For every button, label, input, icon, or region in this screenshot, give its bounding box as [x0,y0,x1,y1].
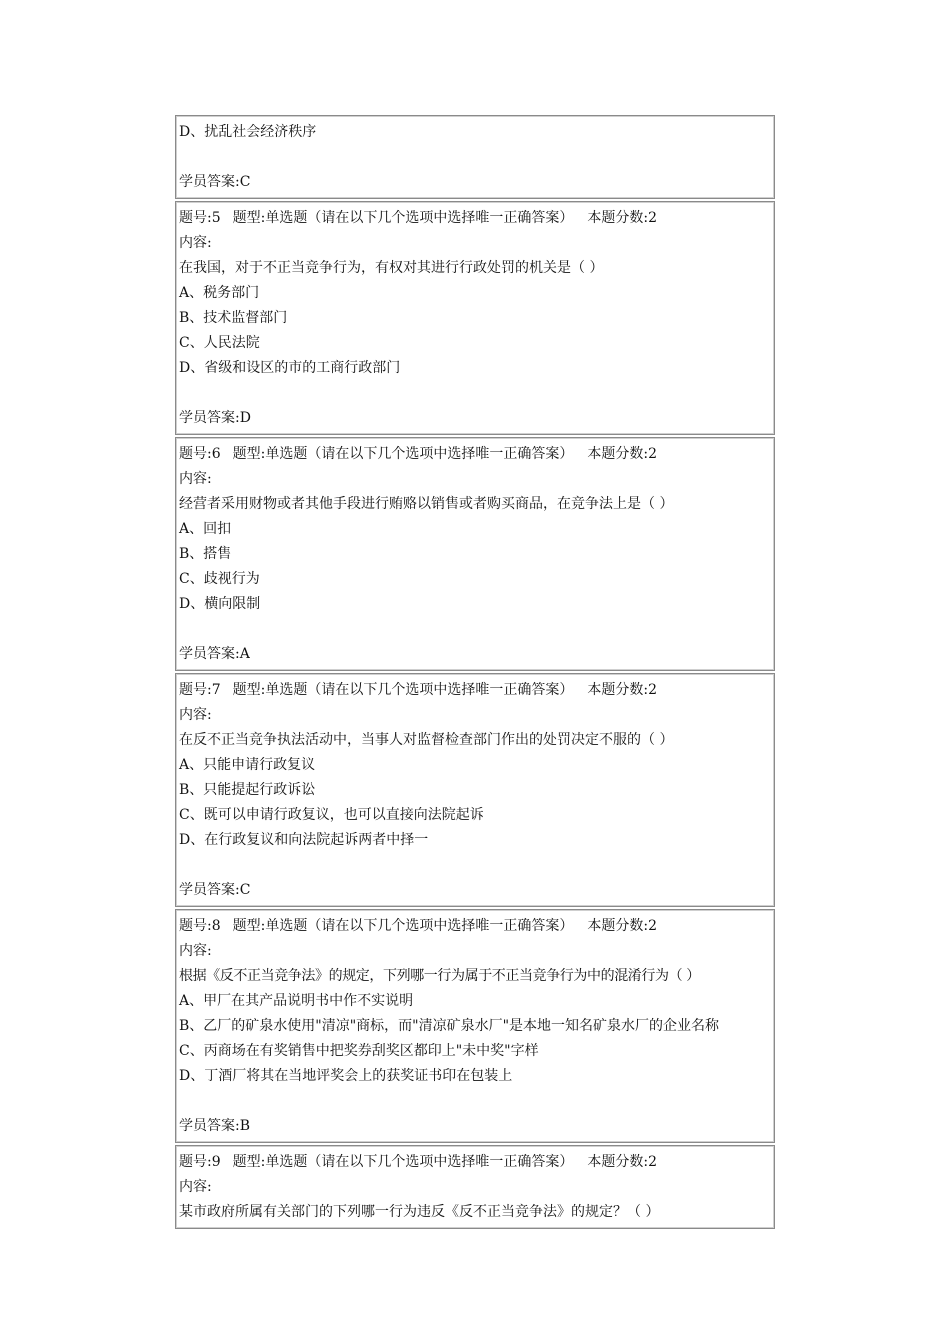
qno-value: 8 [211,918,221,934]
answer-line [179,642,770,667]
answer-value: C [239,174,251,190]
question-stem: 经营者采用财物或者其他手段进行贿赂以销售或者购买商品，在竞争法上是（ ） [179,496,674,512]
spacer [179,1089,770,1114]
question-stem: 某市政府所属有关部门的下列哪一行为违反《反不正当竞争法》的规定？（ ） [179,1204,660,1220]
qtype-value: 单选题（请在以下几个选项中选择唯一正确答案） [265,682,574,698]
question-block-6 [175,437,775,671]
option-d: D、丁酒厂将其在当地评奖会上的获奖证书印在包装上 [179,1068,513,1084]
qtype-label: 题型: [232,446,266,462]
option-b: B、技术监督部门 [179,310,288,326]
qno-label: 题号: [179,446,212,462]
qtype-value: 单选题（请在以下几个选项中选择唯一正确答案） [265,918,574,934]
score-label: 本题分数: [587,918,649,934]
qno-label: 题号: [179,682,212,698]
content-label: 内容: [179,943,212,959]
answer-line [179,1114,770,1139]
question-header [179,678,770,703]
qtype-label: 题型: [232,210,266,226]
question-block-8 [175,909,775,1143]
question-sheet [175,115,775,1231]
option-c: C、人民法院 [179,335,260,351]
score-label: 本题分数: [587,1154,649,1170]
question-stem: 在我国，对于不正当竞争行为，有权对其进行行政处罚的机关是（ ） [179,260,604,276]
content-label: 内容: [179,707,212,723]
question-block-9 [175,1145,775,1229]
qno-value: 7 [211,682,221,698]
option-a: A、只能申请行政复议 [179,757,316,773]
answer-label: 学员答案: [179,410,240,426]
option-d: D、在行政复议和向法院起诉两者中择一 [179,832,429,848]
question-stem: 根据《反不正当竞争法》的规定，下列哪一行为属于不正当竞争行为中的混淆行为（ ） [179,968,700,984]
qno-value: 6 [211,446,221,462]
spacer [179,853,770,878]
answer-label: 学员答案: [179,646,240,662]
question-block-4-tail [175,115,775,199]
score-value: 2 [648,1154,657,1170]
option-b: B、乙厂的矿泉水使用"清凉"商标，而"清凉矿泉水厂"是本地一知名矿泉水厂的企业名称 [179,1018,720,1034]
option-a: A、回扣 [179,521,232,537]
spacer [179,381,770,406]
answer-value: A [239,646,250,662]
answer-label: 学员答案: [179,882,240,898]
option-c: C、既可以申请行政复议，也可以直接向法院起诉 [179,807,484,823]
answer-value: C [239,882,251,898]
score-value: 2 [648,682,657,698]
score-value: 2 [648,918,657,934]
option-b: B、搭售 [179,546,232,562]
answer-label: 学员答案: [179,174,240,190]
qno-label: 题号: [179,210,212,226]
question-header [179,442,770,467]
content-label: 内容: [179,471,212,487]
option-a: A、甲厂在其产品说明书中作不实说明 [179,993,414,1009]
score-value: 2 [648,210,657,226]
answer-line [179,406,770,431]
question-header [179,914,770,939]
content-label: 内容: [179,235,212,251]
qno-value: 5 [211,210,221,226]
question-block-5 [175,201,775,435]
answer-value: D [239,410,251,426]
question-block-7 [175,673,775,907]
score-label: 本题分数: [587,446,649,462]
option-b: B、只能提起行政诉讼 [179,782,316,798]
question-header [179,1150,770,1175]
answer-line [179,170,770,195]
spacer [179,617,770,642]
option-c: C、歧视行为 [179,571,260,587]
score-label: 本题分数: [587,682,649,698]
answer-label: 学员答案: [179,1118,240,1134]
option-d: D、省级和设区的市的工商行政部门 [179,360,401,376]
option-c: C、丙商场在有奖销售中把奖券刮奖区都印上"未中奖"字样 [179,1043,539,1059]
spacer [179,145,770,170]
score-value: 2 [648,446,657,462]
qtype-value: 单选题（请在以下几个选项中选择唯一正确答案） [265,1154,574,1170]
qtype-label: 题型: [232,682,266,698]
qtype-value: 单选题（请在以下几个选项中选择唯一正确答案） [265,446,574,462]
score-label: 本题分数: [587,210,649,226]
qtype-label: 题型: [232,918,266,934]
question-stem: 在反不正当竞争执法活动中，当事人对监督检查部门作出的处罚决定不服的（ ） [179,732,674,748]
answer-value: B [239,1118,251,1134]
content-label: 内容: [179,1179,212,1195]
qno-label: 题号: [179,918,212,934]
option-d: D、横向限制 [179,596,261,612]
option-d: D、扰乱社会经济秩序 [179,124,317,140]
qno-label: 题号: [179,1154,212,1170]
option-a: A、税务部门 [179,285,260,301]
question-header [179,206,770,231]
qtype-value: 单选题（请在以下几个选项中选择唯一正确答案） [265,210,574,226]
answer-line [179,878,770,903]
qno-value: 9 [211,1154,221,1170]
qtype-label: 题型: [232,1154,266,1170]
